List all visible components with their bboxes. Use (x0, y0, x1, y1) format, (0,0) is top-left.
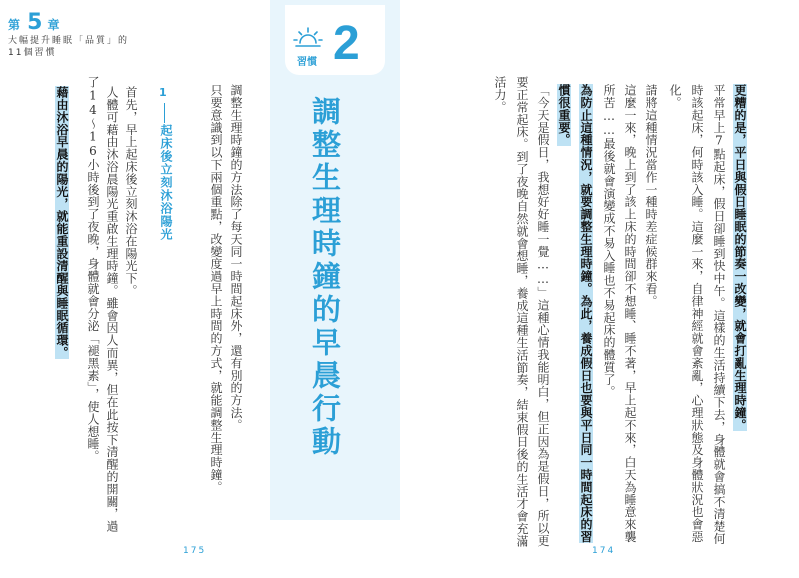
right-body-col-5: 請將這種情況當作一種時差症候群來看。 (644, 84, 658, 308)
right-body-col-2: 平常早上7點起床，假日卻睡到快中午。這樣的生活持續下去，身體就會搞不清楚何 (712, 84, 726, 545)
right-body-col-11: 要正常起床。到了夜晚自然就會想睡，養成這種生活節奏，結束假日後的生活才會充滿 (515, 76, 529, 548)
sunrise-icon (293, 26, 323, 50)
chapter-subtitle-1: 大幅提升睡眠「品質」的 (8, 36, 130, 46)
right-body-col-7: 所苦……最後就會演變成不易入睡也不易起床的體質了。 (602, 84, 616, 398)
right-emphasis-col-1 (734, 84, 746, 431)
right-emphasis-text-1: 更糟的是，平日與假日睡眠的節奏一改變，就會打亂生理時鐘。 (733, 84, 747, 432)
right-emphasis-text-8: 為防止這種情況，就要調整生理時鐘。為此，養成假日也要與平日同一時間起床的習 (579, 84, 593, 543)
habit-label: 習慣 (297, 57, 317, 68)
left-body-col-4: 人體可藉由沐浴晨陽光重啟生理時鐘。雖會因人而異，但在此按下清醒的開關，過 (105, 86, 119, 533)
right-emphasis-col-8 (580, 84, 592, 543)
right-body-col-12: 活力。 (493, 76, 507, 114)
right-body-col-6: 這麼一來，晚上到了該上床的時間卻不想睡、睡不著，早上起不來，白天為睡意來襲 (623, 84, 637, 543)
right-body-col-10: 「今天是假日，我想好好睡一覺……」這種心情我能明白，但正因為是假日，所以更 (536, 84, 550, 547)
section-number: 1 (159, 86, 167, 99)
habit-number: 2 (333, 17, 360, 70)
right-body-col-3: 時該起床，何時該入睡。這麼一來，自律神經就會紊亂，心理狀態及身體狀況也會惡 (690, 84, 704, 543)
right-emphasis-col-9 (558, 84, 570, 146)
habit-title: 調整生理時鐘的早晨行動 (308, 96, 342, 459)
chapter-subtitle-2: 11個習慣 (8, 48, 57, 58)
left-body-col-5: 了14～16小時後到了夜晚，身體就會分泌「褪黑素」，使人想睡。 (86, 76, 100, 463)
right-body-col-4: 化。 (668, 84, 682, 109)
chapter-header (8, 10, 129, 59)
chapter-label: 第 (8, 18, 23, 32)
section-title: 起床後立刻沐浴陽光 (159, 124, 173, 241)
section-divider (164, 103, 165, 123)
left-body-col-3: 首先，早上起床後立刻沐浴在陽光下。 (124, 86, 138, 297)
chapter-number: 5 (27, 10, 43, 35)
left-body-col-1: 調整生理時鐘的方法除了每天同一時間起床外，還有別的方法。 (229, 84, 243, 432)
chapter-suffix: 章 (47, 18, 62, 32)
page-number-174: 174 (592, 546, 616, 556)
right-emphasis-text-9: 慣很重要。 (557, 84, 571, 146)
left-body-col-2: 只要意識到以下兩個重點，改變度過早上時間的方式，就能調整生理時鐘。 (209, 84, 223, 494)
left-emphasis-text: 藉由沐浴早晨的陽光，就能重設清醒與睡眠循環。 (55, 86, 69, 359)
left-emphasis-col (56, 86, 68, 359)
page-number-175: 175 (183, 546, 207, 556)
